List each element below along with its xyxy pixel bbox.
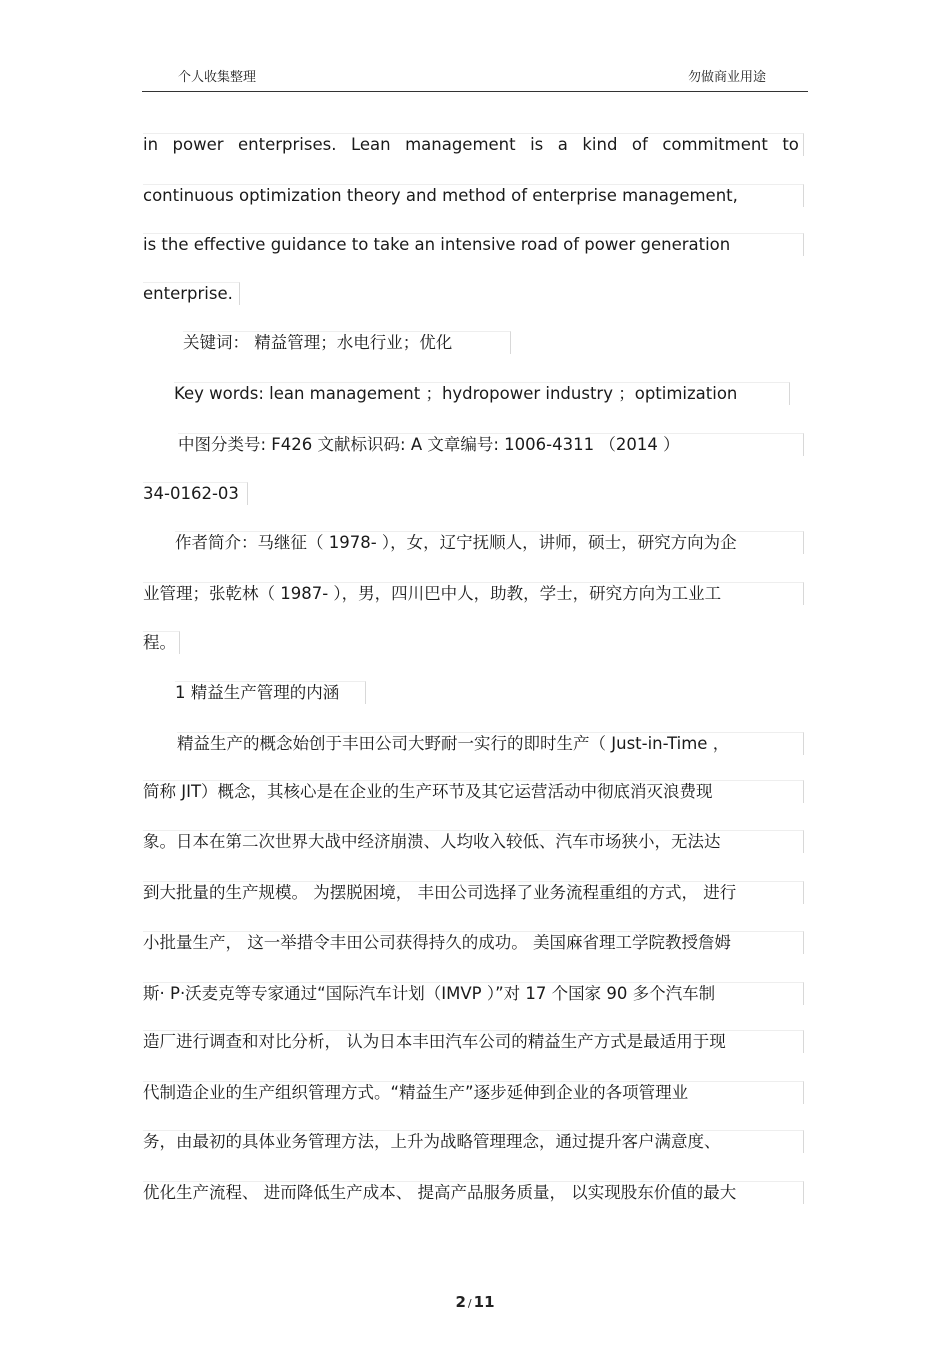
abstract-word: to bbox=[782, 135, 799, 154]
author-line-1: 作者简介：马继征（ 1978- ），女，辽宁抚顺人，讲师，硕士，研究方向为企 bbox=[175, 531, 804, 554]
header-rule bbox=[142, 91, 808, 92]
abstract-word: of bbox=[631, 135, 648, 154]
paragraph-line-3: 象。日本在第二次世界大战中经济崩溃、人均收入较低、汽车市场狭小，无法达 bbox=[143, 830, 804, 853]
abstract-word: a bbox=[557, 135, 568, 154]
total-pages: 11 bbox=[473, 1293, 495, 1311]
abstract-word: is bbox=[530, 135, 544, 154]
author-line-2: 业管理；张乾林（ 1987- ），男，四川巴中人，助教，学士，研究方向为工业工 bbox=[143, 582, 804, 605]
paragraph-line-2: 简称 JIT）概念，其核心是在企业的生产环节及其它运营活动中彻底消灭浪费现 bbox=[143, 780, 804, 803]
paragraph-line-4: 到大批量的生产规模。 为摆脱困境， 丰田公司选择了业务流程重组的方式， 进行 bbox=[143, 881, 804, 904]
paragraph-line-6: 斯· P·沃麦克等专家通过“国际汽车计划（IMVP ）”对 17 个国家 90 多个汽车制 bbox=[143, 982, 804, 1005]
header-left: 个人收集整理 bbox=[178, 70, 257, 85]
abstract-word: power bbox=[172, 135, 224, 154]
abstract-line-3: is the effective guidance to take an intensive road of power generation bbox=[143, 233, 804, 256]
paragraph-line-10: 优化生产流程、 进而降低生产成本、 提高产品服务质量， 以实现股东价值的最大 bbox=[143, 1181, 804, 1204]
abstract-line-4: enterprise. bbox=[143, 282, 240, 305]
current-page: 2 bbox=[455, 1293, 466, 1311]
abstract-word: enterprises. bbox=[238, 135, 337, 154]
author-line-3: 程。 bbox=[143, 631, 180, 654]
section-heading-1: 1 精益生产管理的内涵 bbox=[175, 681, 366, 704]
abstract-word: Lean bbox=[350, 135, 391, 154]
paragraph-line-1: 精益生产的概念始创于丰田公司大野耐一实行的即时生产（ Just-in-Time ， bbox=[177, 732, 804, 755]
header-right: 勿做商业用途 bbox=[688, 70, 767, 85]
paragraph-line-5: 小批量生产， 这一举措令丰田公司获得持久的成功。 美国麻省理工学院教授詹姆 bbox=[143, 931, 804, 954]
paragraph-line-8: 代制造企业的生产组织管理方式。“精益生产”逐步延伸到企业的各项管理业 bbox=[143, 1081, 804, 1104]
abstract-line-2: continuous optimization theory and method of enterprise management, bbox=[143, 184, 804, 207]
abstract-line-1 bbox=[143, 133, 804, 156]
abstract-word: commitment bbox=[662, 135, 768, 154]
page-number: 2 / 11 bbox=[455, 1293, 495, 1311]
classification-line-1: 中图分类号: F426 文献标识码: A 文章编号: 1006-4311 （2014 ） bbox=[178, 433, 804, 456]
keywords-en: Key words: lean management ；hydropower industry ；optimization bbox=[174, 382, 790, 405]
abstract-word: kind bbox=[582, 135, 618, 154]
abstract-word: management bbox=[405, 135, 516, 154]
paragraph-line-9: 务，由最初的具体业务管理方法，上升为战略管理理念，通过提升客户满意度、 bbox=[143, 1130, 804, 1153]
keywords-cn: 关键词： 精益管理；水电行业；优化 bbox=[183, 331, 511, 354]
abstract-word: in bbox=[143, 135, 159, 154]
classification-line-2: 34-0162-03 bbox=[143, 482, 248, 505]
paragraph-line-7: 造厂进行调查和对比分析， 认为日本丰田汽车公司的精益生产方式是最适用于现 bbox=[143, 1030, 804, 1053]
